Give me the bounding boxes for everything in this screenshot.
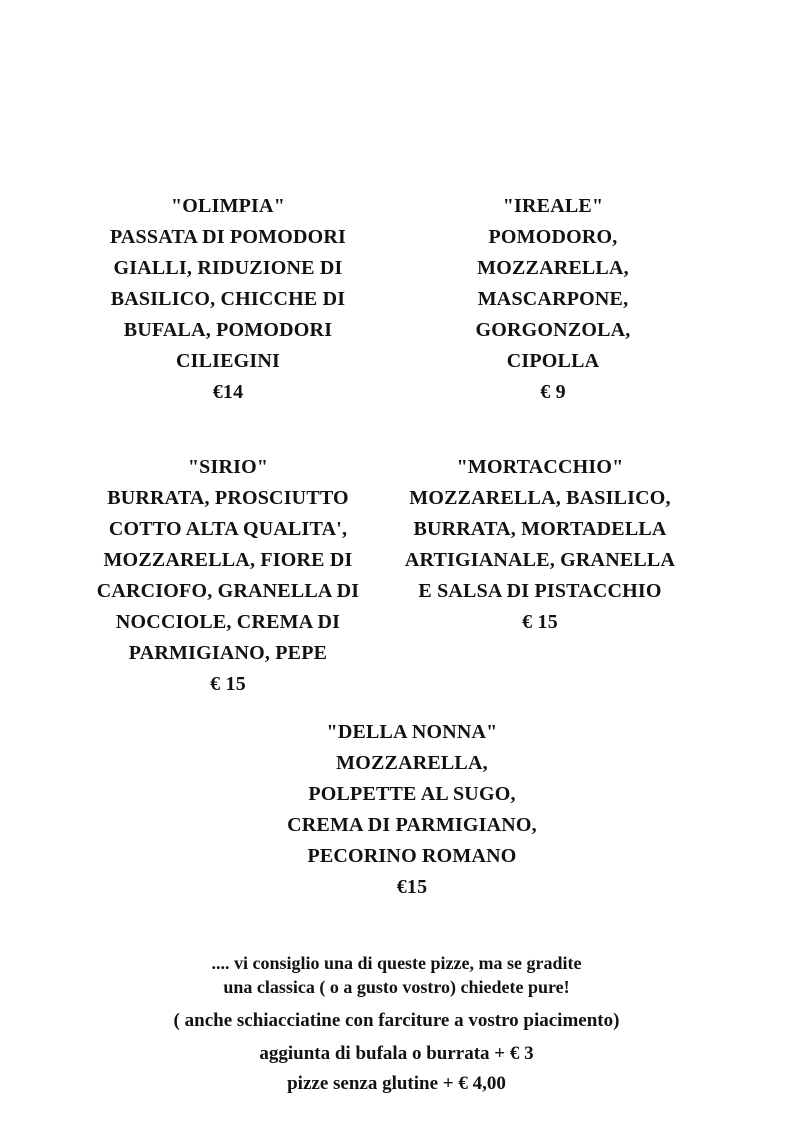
item-ingredients-line: BURRATA, PROSCIUTTO bbox=[107, 487, 349, 509]
item-price: €15 bbox=[396, 876, 428, 898]
item-ingredients-line: NOCCIOLE, CREMA DI bbox=[115, 611, 341, 633]
item-ingredients-line: MOZZARELLA, BASILICO, bbox=[409, 487, 671, 509]
item-ingredients-line: MOZZARELLA, FIORE DI bbox=[103, 549, 353, 571]
menu-item-ireale bbox=[405, 191, 701, 408]
item-ingredients-line: PASSATA DI POMODORI bbox=[109, 226, 347, 248]
item-ingredients-line: POMODORO, bbox=[488, 226, 618, 248]
item-price: €14 bbox=[212, 381, 244, 403]
item-price: € 15 bbox=[210, 673, 246, 695]
item-title: "DELLA NONNA" bbox=[326, 721, 498, 743]
item-ingredients-line: MOZZARELLA, bbox=[336, 752, 488, 774]
note-schiacciatine: ( anche schiacciatine con farciture a vostro piacimento) bbox=[173, 1010, 620, 1031]
item-title: "OLIMPIA" bbox=[170, 195, 285, 217]
item-price: € 9 bbox=[540, 381, 566, 403]
note-bufala-addon: aggiunta di bufala o burrata + € 3 bbox=[259, 1043, 534, 1064]
item-title: "IREALE" bbox=[502, 195, 604, 217]
item-ingredients-line: BUFALA, POMODORI bbox=[123, 319, 333, 341]
menu-item-mortacchio bbox=[392, 452, 688, 638]
menu-item-della-nonna bbox=[264, 717, 560, 903]
item-ingredients-line: MASCARPONE, bbox=[477, 288, 629, 310]
item-ingredients-line: CIPOLLA bbox=[506, 350, 600, 372]
item-title: "MORTACCHIO" bbox=[456, 456, 624, 478]
item-ingredients-line: POLPETTE AL SUGO, bbox=[308, 783, 516, 805]
item-ingredients-line: PECORINO ROMANO bbox=[307, 845, 517, 867]
item-ingredients-line: COTTO ALTA QUALITA', bbox=[108, 518, 348, 540]
item-ingredients-line: MOZZARELLA, bbox=[477, 257, 629, 279]
note-gluten-free: pizze senza glutine + € 4,00 bbox=[287, 1073, 506, 1094]
menu-item-olimpia bbox=[80, 191, 376, 408]
item-title: "SIRIO" bbox=[187, 456, 269, 478]
note-suggestion-line2: una classica ( o a gusto vostro) chiedete pure! bbox=[223, 977, 570, 997]
item-ingredients-line: GIALLI, RIDUZIONE DI bbox=[113, 257, 343, 279]
item-ingredients-line: PARMIGIANO, PEPE bbox=[128, 642, 328, 664]
menu-item-sirio bbox=[80, 452, 376, 700]
item-ingredients-line: ARTIGIANALE, GRANELLA bbox=[404, 549, 676, 571]
item-ingredients-line: BASILICO, CHICCHE DI bbox=[110, 288, 346, 310]
note-suggestion bbox=[0, 951, 793, 999]
item-ingredients-line: CREMA DI PARMIGIANO, bbox=[287, 814, 537, 836]
item-price: € 15 bbox=[522, 611, 558, 633]
item-ingredients-line: GORGONZOLA, bbox=[475, 319, 631, 341]
item-ingredients-line: CILIEGINI bbox=[175, 350, 281, 372]
item-ingredients-line: E SALSA DI PISTACCHIO bbox=[418, 580, 662, 602]
item-ingredients-line: BURRATA, MORTADELLA bbox=[413, 518, 667, 540]
note-suggestion-line1: .... vi consiglio una di queste pizze, ma se gradite bbox=[211, 953, 582, 973]
item-ingredients-line: CARCIOFO, GRANELLA DI bbox=[96, 580, 360, 602]
